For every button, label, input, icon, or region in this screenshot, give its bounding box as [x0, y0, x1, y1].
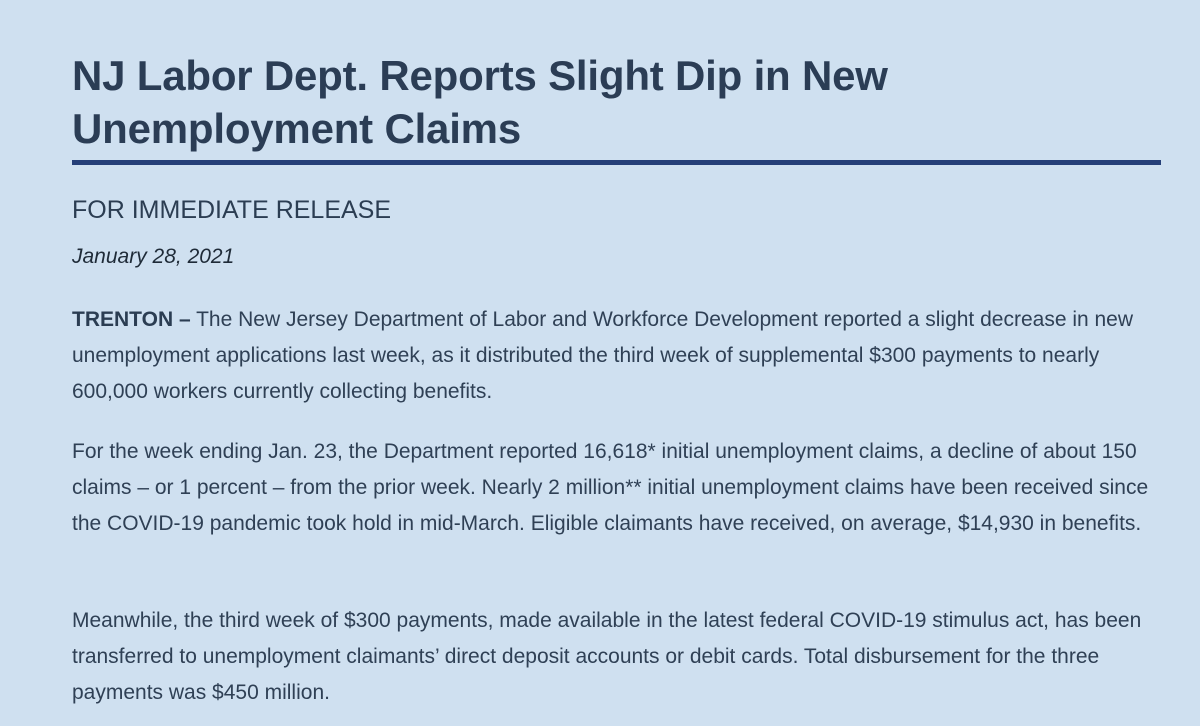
title-divider	[72, 160, 1161, 165]
paragraph-1-text: The New Jersey Department of Labor and Workforce Development reported a slight decrease in new unemployment applications last week, as it distributed the third week of supplemental $300 payments to nearly 600,000 workers currently collecting benefits.	[72, 308, 1134, 403]
paragraph-2: For the week ending Jan. 23, the Department reported 16,618* initial unemployment claims, a decline of about 150 claims – or 1 percent – from the prior week. Nearly 2 million** initial unemployment claims have been received since the COVID-19 pandemic took hold in mid-March. Eligible claimants have received, on average, $14,930 in benefits.	[72, 440, 1149, 535]
release-label: FOR IMMEDIATE RELEASE	[72, 196, 392, 224]
paragraph-3: Meanwhile, the third week of $300 payments, made available in the latest federal COVID-19 stimulus act, has been transferred to unemployment claimants’ direct deposit accounts or debit cards. Total disbursement for the three payments was $450 million.	[72, 609, 1142, 704]
paragraph-1	[72, 302, 1162, 410]
dateline: TRENTON –	[72, 308, 191, 331]
page-title: NJ Labor Dept. Reports Slight Dip in New Unemployment Claims	[72, 52, 888, 152]
release-date: January 28, 2021	[72, 245, 235, 268]
